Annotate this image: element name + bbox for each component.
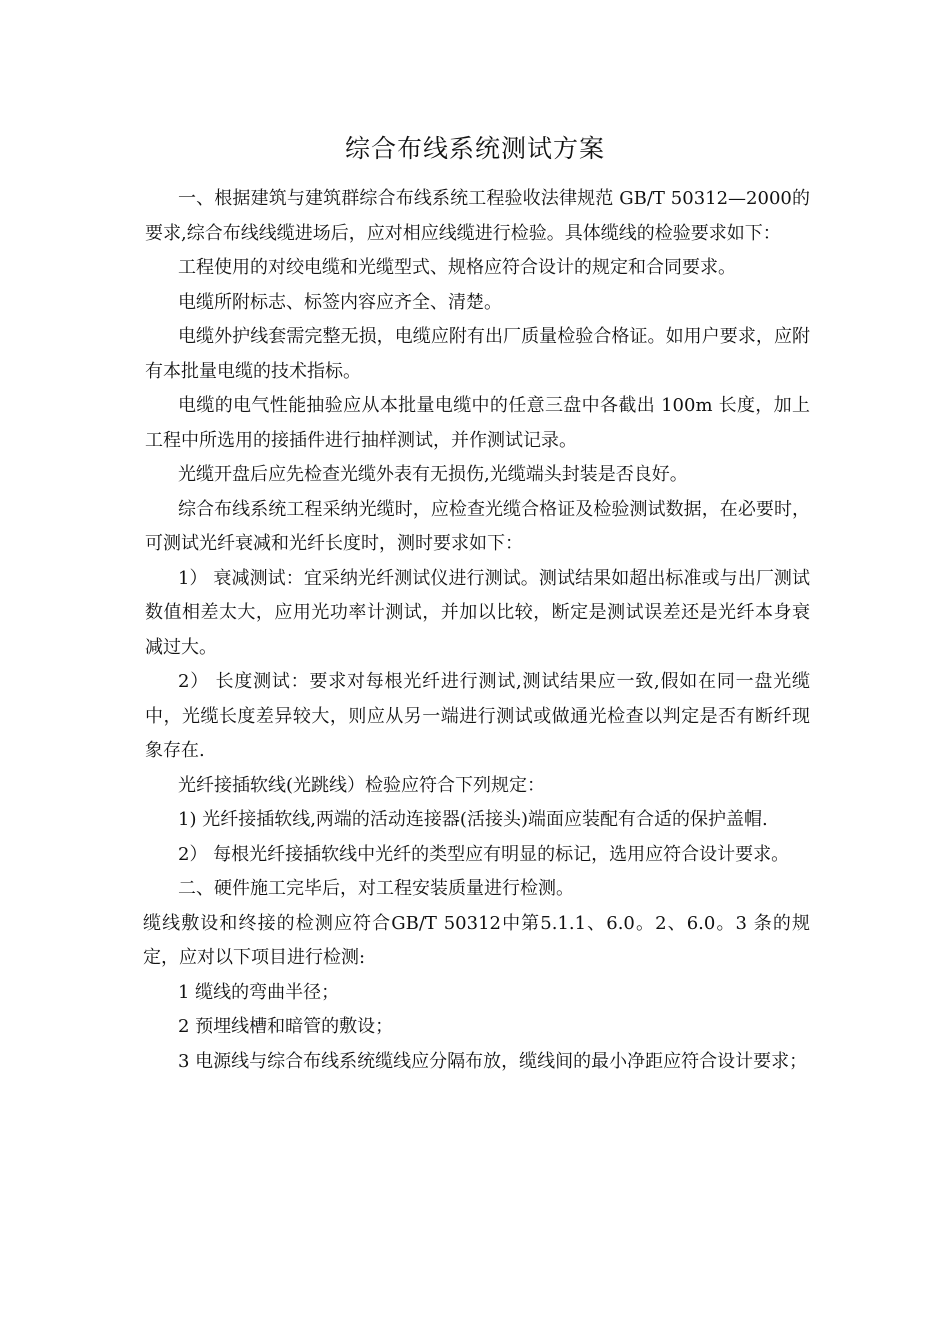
paragraph-cable-type: 工程使用的对绞电缆和光缆型式、规格应符合设计的规定和合同要求。 <box>178 257 736 278</box>
list-item-length-test: 2） 长度测试：要求对每根光纤进行测试,测试结果应一致,假如在同一盘光缆中，光缆长度差异较大，则应从另一端进行测试或做通光检查以判定是否有断纤现象存在. <box>145 671 810 761</box>
paragraph-cable-labels: 电缆所附标志、标签内容应齐全、清楚。 <box>178 291 502 313</box>
paragraph-fiber-testing: 综合布线系统工程采纳光缆时，应检查光缆合格证及检验测试数据，在必要时，可测试光纤衰减和光纤长度时，测时要求如下： <box>145 498 810 554</box>
paragraph-hardware-inspection: 二、硬件施工完毕后，对工程安装质量进行检测。 <box>178 878 574 899</box>
list-item-conduit-laying: 2 预埋线槽和暗管的敷设； <box>178 1016 394 1037</box>
cable-laying-check-text: 缆线敷设和终接的检测应符合GB/T 50312中第5.1.1、6.0。2、6.0。3 条的规定，应对以下项目进行检测: <box>143 912 810 968</box>
list-item-patch-cord-caps: 1) 光纤接插软线,两端的活动连接器(活接头)端面应装配有合适的保护盖帽. <box>178 809 768 830</box>
paragraph-patch-cord-rules: 光纤接插软线(光跳线）检验应符合下列规定： <box>178 774 546 796</box>
list-item-power-separation: 3 电源线与综合布线系统缆线应分隔布放，缆线间的最小净距应符合设计要求； <box>178 1050 808 1072</box>
list-item-bend-radius: 1 缆线的弯曲半径； <box>178 981 340 1003</box>
list-item-patch-cord-marking: 2） 每根光纤接插软线中光纤的类型应有明显的标记，选用应符合设计要求。 <box>178 843 790 865</box>
paragraph-electrical-sampling: 电缆的电气性能抽验应从本批量电缆中的任意三盘中各截出 100m 长度，加上工程中所选用的接插件进行抽样测试，并作测试记录。 <box>145 395 810 451</box>
paragraph-fiber-unpacking: 光缆开盘后应先检查光缆外表有无损伤,光缆端头封装是否良好。 <box>178 464 688 485</box>
paragraph-cable-laying-check <box>143 907 810 976</box>
document-title: 综合布线系统测试方案 <box>344 134 605 163</box>
paragraph-standard-intro: 一、根据建筑与建筑群综合布线系统工程验收法律规范 GB/T 50312—2000的要求,综合布线线缆进场后，应对相应线缆进行检验。具体缆线的检验要求如下： <box>145 188 810 244</box>
document-body <box>145 182 810 1079</box>
list-item-attenuation-test: 1） 衰减测试：宜采纳光纤测试仪进行测试。测试结果如超出标准或与出厂测试数值相差太大，应用光功率计测试，并加以比较，断定是测试误差还是光纤本身衰减过大。 <box>145 567 810 658</box>
paragraph-cable-jacket: 电缆外护线套需完整无损，电缆应附有出厂质量检验合格证。如用户要求，应附有本批量电缆的技术指标。 <box>145 326 810 382</box>
